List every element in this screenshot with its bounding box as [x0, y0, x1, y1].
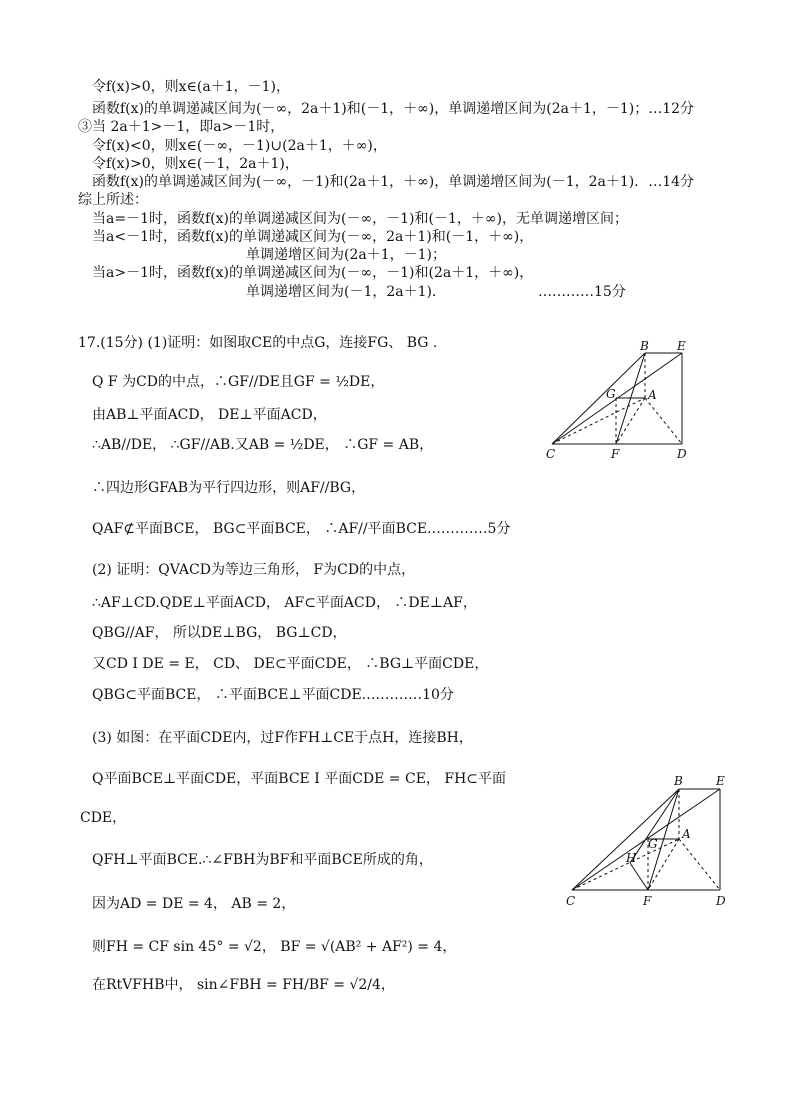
text-line: QBG⊂平面BCE， ∴平面BCE⊥平面CDE.…………10分: [92, 687, 454, 703]
score-label: …………15分: [538, 284, 626, 300]
text-line: 函数f(x)的单调递减区间为(－∞，2a＋1)和(－1，＋∞)，单调递增区间为(2a＋1，－1)；…12分: [92, 101, 695, 117]
point-label: C: [546, 447, 556, 461]
text-line: 函数f(x)的单调递减区间为(－∞，－1)和(2a＋1，＋∞)，单调递增区间为(－1，2a＋1)．…14分: [92, 174, 695, 190]
text-line: Q F 为CD的中点，∴GF//DE且GF = ½DE，: [92, 374, 385, 390]
geometry-figure-2: [560, 772, 735, 912]
text-line: 因为AD = DE = 4， AB = 2，: [92, 896, 296, 912]
text-line: QFH⊥平面BCE.∴∠FBH为BF和平面BCE所成的角，: [92, 852, 433, 868]
text-line: 令f(x)>0，则x∈(－1，2a＋1)，: [92, 156, 299, 172]
text-line: 则FH = CF sin 45° = √2， BF = √(AB² + AF²) = 4，: [92, 939, 457, 955]
text-line: (3) 如图：在平面CDE内，过F作FH⊥CE于点H，连接BH，: [92, 730, 473, 746]
text-line: QBG//AF， 所以DE⊥BG， BG⊥CD，: [92, 625, 347, 641]
point-label: D: [677, 447, 687, 461]
text-line: 令f(x)<0，则x∈(－∞，－1)∪(2a＋1，＋∞)，: [92, 138, 387, 154]
point-label: G: [648, 837, 658, 851]
point-label: E: [716, 774, 725, 788]
text-line: 令f(x)>0，则x∈(a＋1，－1)，: [92, 79, 290, 95]
text-line: 又CD I DE = E， CD、 DE⊂平面CDE， ∴BG⊥平面CDE，: [92, 656, 489, 672]
text-line: (2) 证明：QVACD为等边三角形， F为CD的中点，: [92, 562, 416, 578]
text-line: 当a>－1时，函数f(x)的单调递减区间为(－∞，－1)和(2a＋1，＋∞)，: [92, 265, 534, 281]
question-heading: 17.(15分) (1)证明：如图取CE的中点G，连接FG、 BG .: [78, 335, 438, 351]
text-line: ∴AF⊥CD.QDE⊥平面ACD， AF⊂平面ACD， ∴DE⊥AF，: [92, 595, 477, 611]
point-label: H: [626, 851, 637, 865]
point-label: G: [606, 387, 616, 401]
point-label: A: [648, 388, 657, 402]
text-line: ∴四边形GFAB为平行四边形，则AF//BG，: [92, 480, 366, 496]
point-label: C: [566, 894, 576, 908]
text-line: 当a<－1时，函数f(x)的单调递减区间为(－∞，2a＋1)和(－1，＋∞)，: [92, 229, 534, 245]
text-line: CDE，: [80, 810, 127, 826]
point-label: B: [674, 774, 683, 788]
point-label: D: [716, 894, 726, 908]
point-label: E: [677, 339, 686, 353]
text-line: ③当 2a＋1>－1，即a>－1时，: [78, 119, 285, 135]
geometry-figure-1: [540, 338, 700, 466]
text-line: QAF⊄平面BCE， BG⊂平面BCE， ∴AF//平面BCE.…………5分: [92, 521, 511, 537]
text-line: 当a=－1时，函数f(x)的单调递减区间为(－∞，－1)和(－1，＋∞)，无单调递增区间；: [92, 211, 628, 227]
text-line: 单调递增区间为(－1，2a＋1)．: [246, 284, 446, 300]
text-line: Q平面BCE⊥平面CDE，平面BCE I 平面CDE = CE， FH⊂平面: [92, 771, 507, 787]
point-label: B: [640, 339, 649, 353]
point-label: F: [643, 894, 652, 908]
text-line: 综上所述：: [78, 192, 148, 208]
text-line: 单调递增区间为(2a＋1，－1)；: [246, 247, 446, 263]
point-label: A: [682, 827, 691, 841]
text-line: 在RtVFHB中， sin∠FBH = FH/BF = √2/4，: [92, 977, 395, 993]
text-line: ∴AB//DE， ∴GF//AB.又AB = ½DE， ∴GF = AB，: [92, 437, 434, 453]
text-line: 由AB⊥平面ACD， DE⊥平面ACD，: [92, 407, 327, 423]
point-label: F: [611, 447, 620, 461]
